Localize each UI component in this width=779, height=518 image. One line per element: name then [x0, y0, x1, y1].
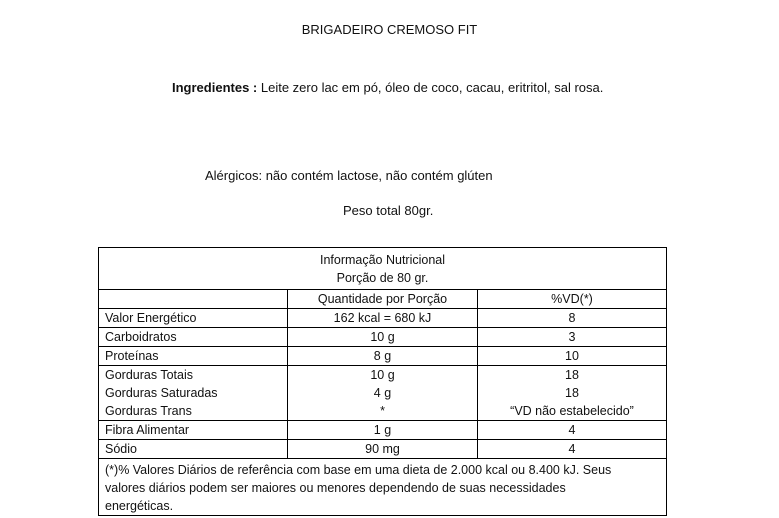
nutrient-name: Fibra Alimentar	[99, 421, 288, 440]
allergens-line: Alérgicos: não contém lactose, não contém glúten	[205, 168, 493, 183]
nutrient-quantity-group	[288, 366, 478, 421]
footnote-line: energéticas.	[105, 499, 174, 513]
nutrient-name: Gorduras Totais	[105, 368, 194, 382]
nutrient-quantity: 90 mg	[288, 440, 478, 459]
nutrient-quantity: 4 g	[373, 386, 392, 400]
nutrition-header	[99, 248, 667, 290]
nutrient-vd: 8	[478, 309, 667, 328]
nutrient-quantity: 10 g	[288, 328, 478, 347]
nutrient-quantity: *	[380, 404, 385, 418]
table-row	[99, 421, 667, 440]
nutrient-quantity: 10 g	[370, 368, 395, 382]
nutrient-vd: 4	[478, 440, 667, 459]
table-row	[99, 328, 667, 347]
table-row	[99, 347, 667, 366]
ingredients-line	[172, 80, 603, 95]
nutrient-vd: 4	[478, 421, 667, 440]
nutrient-name: Gorduras Trans	[105, 404, 192, 418]
nutrient-name-group	[99, 366, 288, 421]
column-header-row	[99, 290, 667, 309]
footnote-line: (*)% Valores Diários de referência com base em uma dieta de 2.000 kcal ou 8.400 kJ. Seus	[105, 463, 612, 477]
nutrient-quantity: 162 kcal = 680 kJ	[288, 309, 478, 328]
nutrient-quantity: 8 g	[288, 347, 478, 366]
nutrient-quantity: 1 g	[288, 421, 478, 440]
column-header-vd: %VD(*)	[478, 290, 667, 309]
footnote-line: valores diários podem ser maiores ou menores dependendo de suas necessidades	[105, 481, 566, 495]
nutrition-portion: Porção de 80 gr.	[336, 271, 429, 285]
nutrient-vd: “VD não estabelecido”	[510, 404, 634, 418]
nutrient-vd: 18	[565, 368, 579, 382]
footnote	[99, 459, 667, 516]
table-row	[99, 440, 667, 459]
table-row	[99, 309, 667, 328]
nutrient-vd: 18	[565, 386, 579, 400]
total-weight: Peso total 80gr.	[343, 203, 434, 218]
ingredients-label: Ingredientes :	[172, 80, 258, 95]
nutrient-vd: 3	[478, 328, 667, 347]
nutrient-name: Valor Energético	[99, 309, 288, 328]
nutrition-header-row	[99, 248, 667, 290]
nutrition-table	[98, 247, 667, 516]
column-header-quantity: Quantidade por Porção	[288, 290, 478, 309]
product-title: BRIGADEIRO CREMOSO FIT	[301, 22, 478, 37]
footnote-row	[99, 459, 667, 516]
nutrient-name: Carboidratos	[99, 328, 288, 347]
nutrient-name: Proteínas	[99, 347, 288, 366]
nutrient-vd-group	[478, 366, 667, 421]
nutrient-vd: 10	[478, 347, 667, 366]
nutrition-heading: Informação Nutricional	[319, 253, 446, 267]
column-header-empty	[99, 290, 288, 309]
ingredients-text: Leite zero lac em pó, óleo de coco, cacau, eritritol, sal rosa.	[257, 80, 604, 95]
nutrient-name: Gorduras Saturadas	[105, 386, 218, 400]
table-row-fats	[99, 366, 667, 421]
nutrient-name: Sódio	[99, 440, 288, 459]
